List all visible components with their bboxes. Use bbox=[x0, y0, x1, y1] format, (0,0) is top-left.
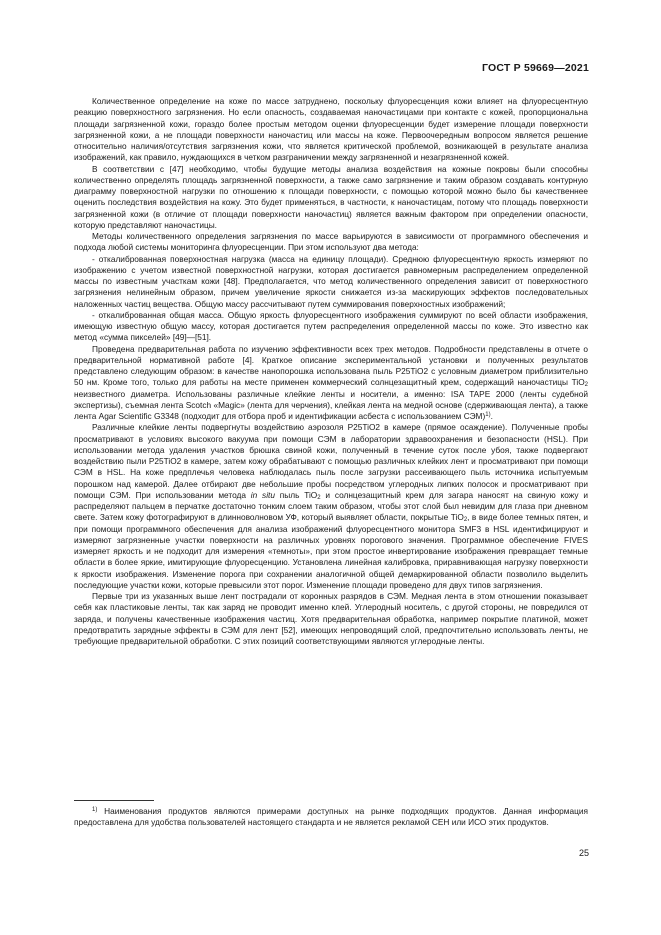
standard-header: ГОСТ Р 59669—2021 bbox=[481, 62, 589, 74]
footnote-separator bbox=[74, 800, 154, 801]
main-text bbox=[74, 96, 588, 647]
paragraph-1: Количественное определение на коже по массе затруднено, поскольку флуоресценция кожи влияет на флуоресцентную реакцию поверхностного загрязнения. Но если опасность, создаваемая наночастицами при контакте с кожей, пропорциональна площади загрязненной кожи, гораздо более простым методом оценки флуоресценции будет измерение площади поверхности загрязненной кожи, а не площади поверхности наночастиц или массы на коже. Первоочередным вопросом является решение относительно наличия/отсутствия загрязнения кожи, что является критической проблемой, возникающей в результате анализа изображений, как правило, нуждающихся в четком разграничении между загрязненной и незагрязненной кожей. bbox=[74, 96, 588, 163]
paragraph-4-end: . bbox=[490, 411, 493, 421]
paragraph-5-part-c: и солнцезащитный крем для загара наносят на свиную кожу и распределяют пальцем в перчатке достаточно тонким слоем таким образом, чтобы этот слой был невидим для глаза при дневном свете. Затем кожу фотографируют в длинноволновом УФ, который выявляет области, покрытые TiO bbox=[74, 489, 588, 523]
footnote-ref: 1) bbox=[485, 412, 491, 418]
subscript-2: 2 bbox=[463, 517, 468, 524]
paragraph-5-part-b: пыль TiO bbox=[274, 489, 318, 500]
list-item-2: - откалиброванная общая масса. Общую яркость флуоресцентного изображения суммируют по всей области изображения, имеющую известную общую массу, которая достигается путем распределения определенной массы по коже. Это известно как метод «сумма пикселей» [49]—[51]. bbox=[74, 309, 588, 343]
paragraph-2: В соответствии с [47] необходимо, чтобы будущие методы анализа воздействия на кожные покровы были способны количественно определять площадь загрязненной поверхности, а также само загрязнение и таким образом создавать контурную диаграмму поверхностной нагрузки по отношению к площади поверхности, с помощью которой можно было бы качественнее оценить последствия воздействия на кожу. Это будет применяться, в частности, к наночастицам, потому что площадь поверхности загрязненной кожи (в отличие от площади поверхности наночастиц) является важным фактором при определении опасности, которую представляют наночастицы. bbox=[74, 163, 588, 230]
footnote-marker: 1) bbox=[92, 807, 98, 813]
paragraph-4-part-b: неизвестного диаметра. Использованы различные клейкие ленты и носители, а именно: ISA TAPE 2000 (ленты судебной экспертизы), съемная лента Scotch «Magic» (лента для черчения), клейкая лента на медной основе (сдерживающая лента), а также лента Agar Scientific G3348 (подходит для отбора проб и идентификации асбеста с использованием СЭМ) bbox=[74, 388, 588, 421]
paragraph-5-part-a: Различные клейкие ленты подвергнуты воздействию аэрозоля P25TiO2 в камере (прямое осаждение). Полученные пробы просматривают в условиях высокого вакуума при помощи СЭМ в лаборатории здравоохранения и безопасности (HSL). При использовании метода удаления участков брюшка свиной кожи, полученный в течение суток после убоя, также подвергают воздействию пыли P25TiO2 в камере, затем кожу обрабатывают с помощью различных клейких лент и просматривают при помощи СЭМ в HSL. На коже предплечья человека наблюдалась пыль после загрузки рассеивающего пыль источника испытуемым порошком над камерой. Далее отбирают две небольшие пробы посредством углеродных липких полосок и просматривают при помощи СЭМ. При использовании метода bbox=[74, 422, 588, 500]
paragraph-5-part-d: , в виде более темных пятен, и при помощи программного обеспечения для анализа изображений флуоресцентного монитора SMF3 в HSL идентифицируют и измеряют загрязненные участки поверхности на различных уровнях порогового значения. Программное обеспечение FIVES измеряет яркость и не подходит для измерения «темноты», при этом простое инвертирование изображения превращает темные области в более яркие, имитирующие флуоресценцию. Установлена линейная калибровка, приравнивающая нагрузку поверхности к яркости изображения. Изменение порога при сохранении аналогичной общей демаркированной области позволило выделить последующие участки кожи, которые превысили этот порог. Изменение площади проведено для двух типов загрязнения. bbox=[74, 512, 589, 590]
paragraph-4-part-a: Проведена предварительная работа по изучению эффективности всех трех методов. Подробности представлены в отчете о предварительной нормативной работе [4]. Краткое описание экспериментальной установки и полученных результатов представлено следующим образом: в качестве нанопорошка использована пыль P25TiO2 с условным диаметром приблизительно 50 нм. Кроме того, только для работы на месте применен коммерческий солнцезащитный крем, содержащий наночастицы TiO bbox=[74, 343, 588, 388]
page-number: 25 bbox=[578, 848, 589, 858]
subscript-2: 2 bbox=[584, 382, 588, 389]
paragraph-3: Методы количественного определения загрязнения по массе варьируются в зависимости от программного обеспечения и подхода любой системы мониторинга флуоресценции. При этом используют два метода: bbox=[74, 231, 588, 253]
paragraph-6: Первые три из указанных выше лент пострадали от коронных разрядов в СЭМ. Медная лента в этом отношении показывает себя как пластиковые ленты, так как заряд не проводит именно клей. Углеродный носитель, с другой стороны, не повредился от заряда, и получены качественные изображения частиц. Хотя предварительная обработка, например покрытие платиной, может предотвратить зарядные эффекты в СЭМ для лент [52], имеющих непроводящий слой, предпочтительно использовать ленты, не требующие предварительной обработки. С этих позиций соответствующими являются углеродные ленты. bbox=[74, 591, 588, 646]
subscript-2: 2 bbox=[317, 494, 321, 501]
paragraph-4 bbox=[74, 344, 588, 423]
footnote-text: Наименования продуктов являются примерами доступных на рынке подходящих продуктов. Данная информация предоставлена для удобства пользователей настоящего стандарта и не является рекламой СЕН или ИСО этих продуктов. bbox=[74, 806, 588, 828]
list-item-1: - откалиброванная поверхностная нагрузка (масса на единицу площади). Среднюю флуоресцентную яркость измеряют по изображению с учетом известной поверхностной нагрузки, которая достигается равномерным распределением определенной массы по известным участкам кожи [48]. Предполагается, что метод количественного определения зависит от поверхностного загрязнения нелинейным образом, причем увеличение яркости снижается из-за маскирующих эффектов последовательных наложенных частиц вещества. Общую массу рассчитывают путем суммирования поверхностных изображений; bbox=[74, 253, 588, 309]
in-situ-term: in situ bbox=[250, 489, 275, 500]
footnote bbox=[74, 806, 588, 829]
paragraph-5 bbox=[74, 422, 588, 591]
